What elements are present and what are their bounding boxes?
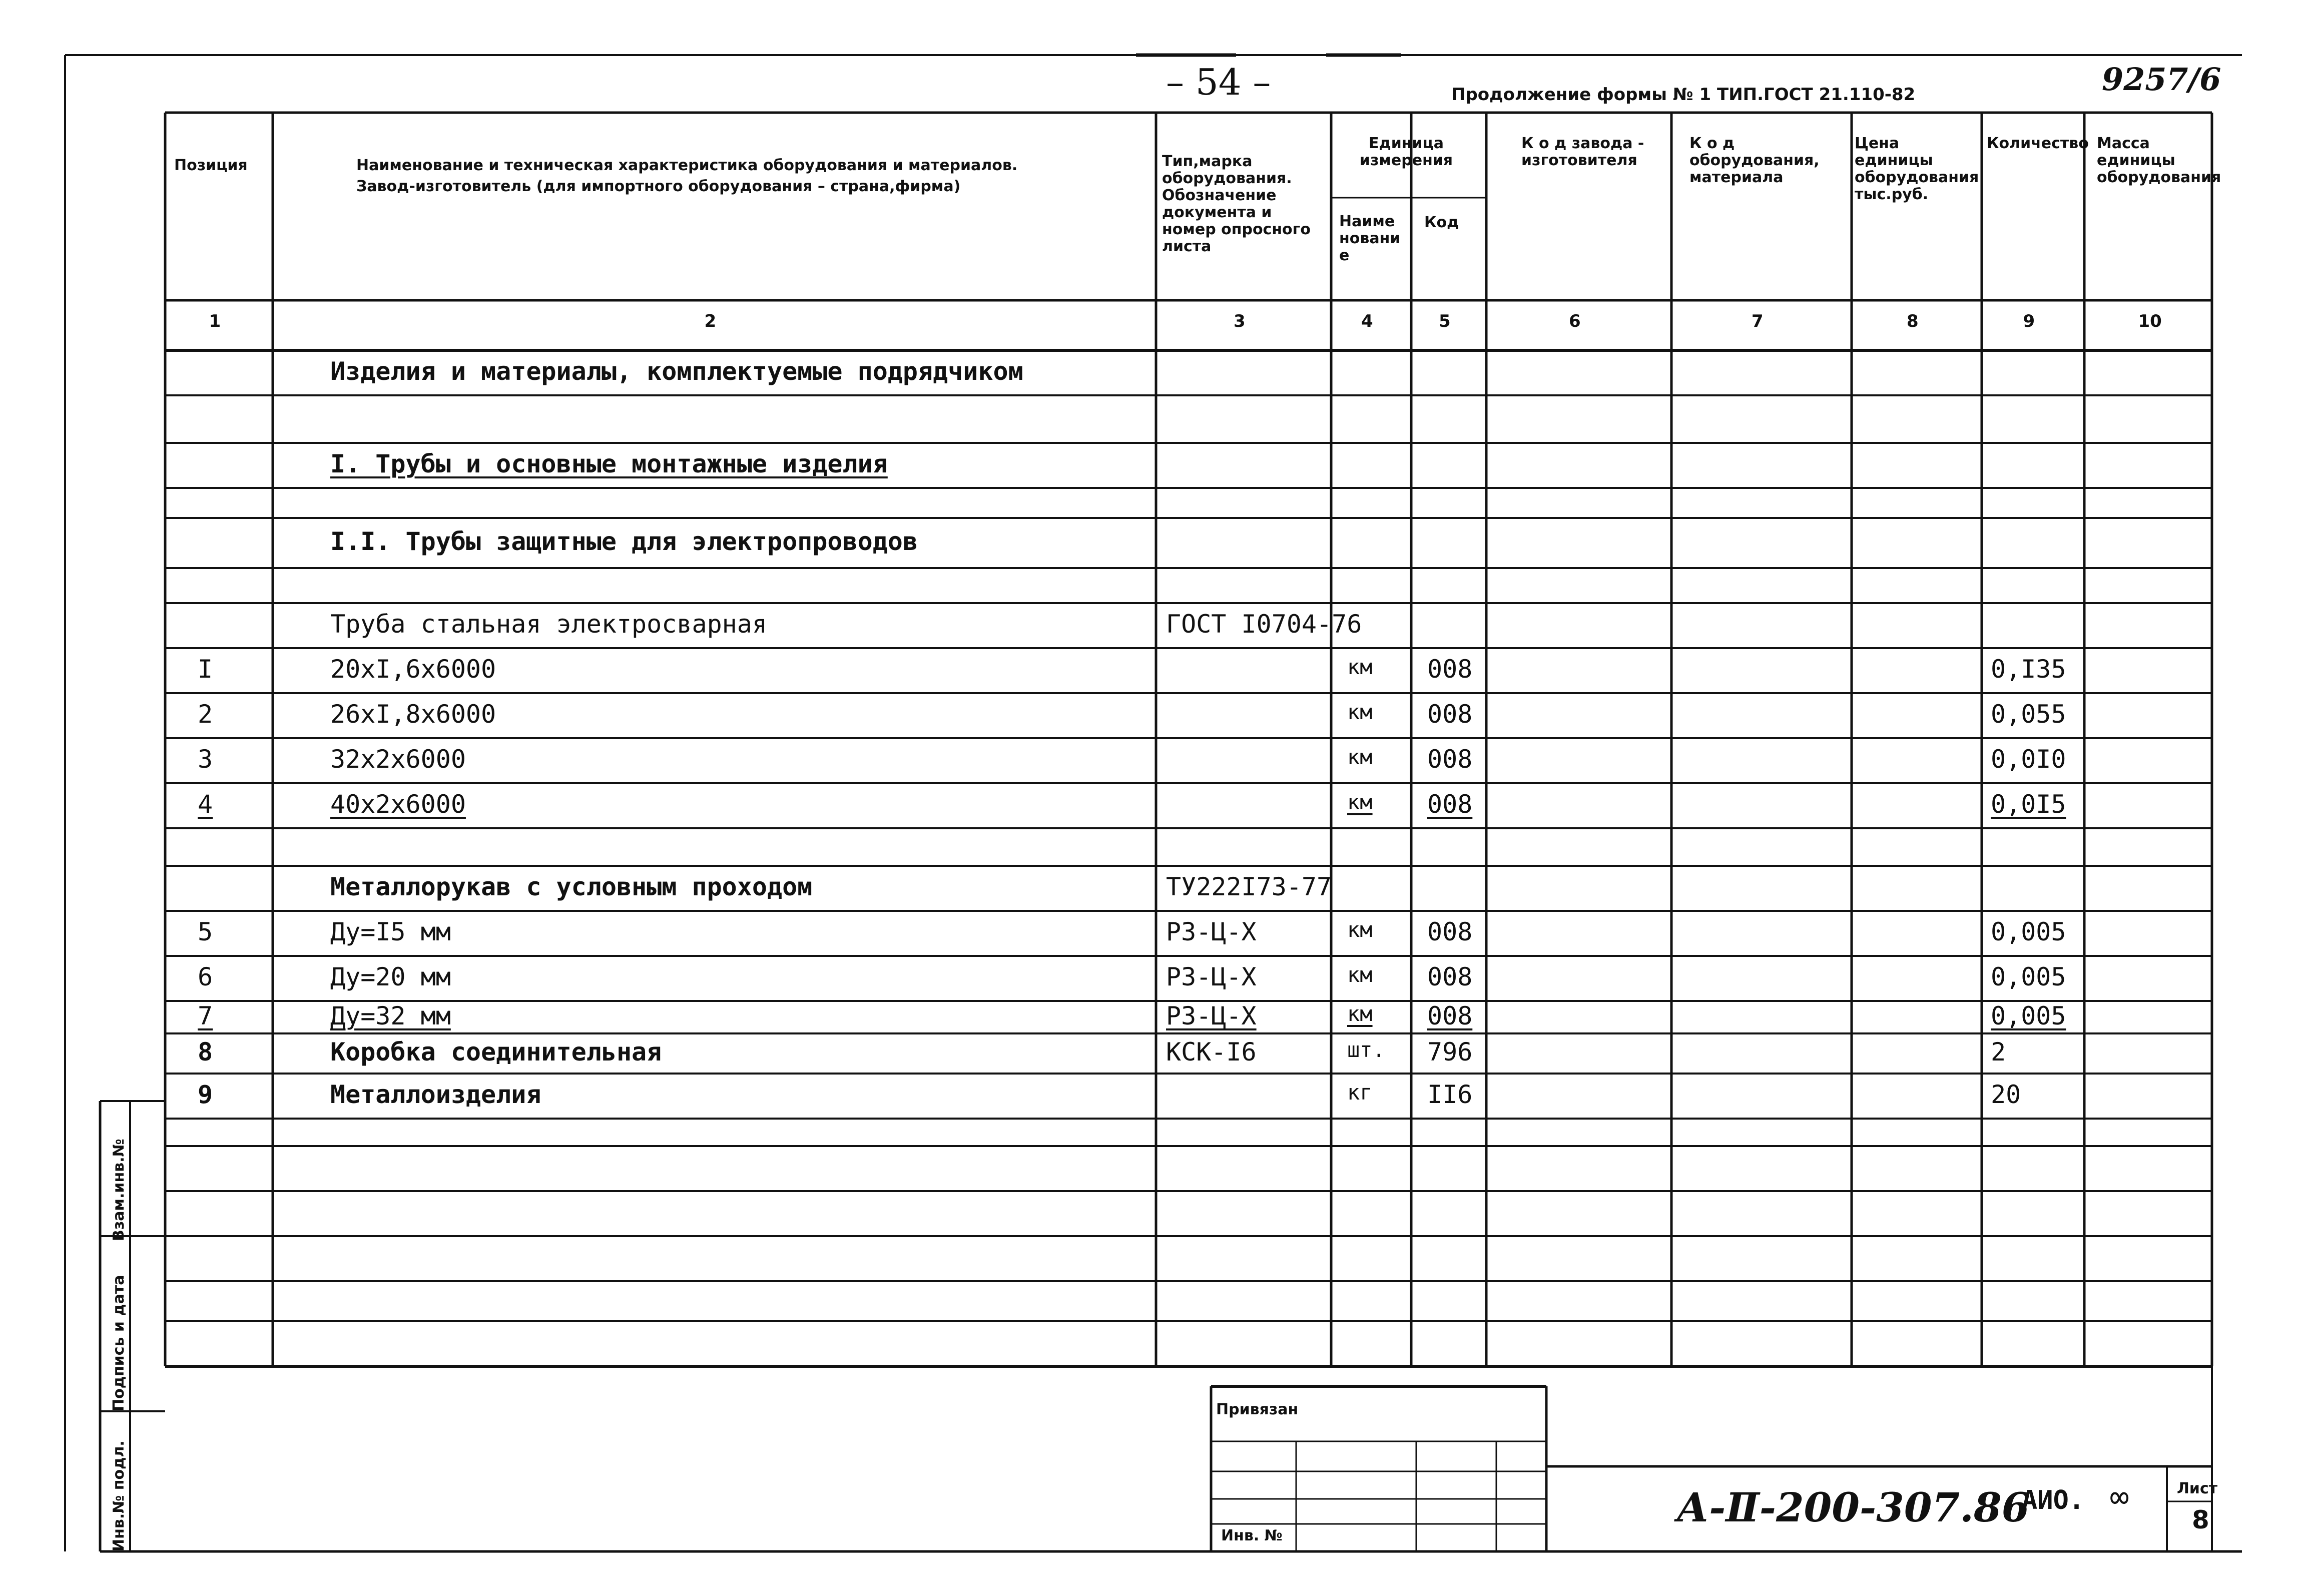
row-type: Р3-Ц-Х <box>1166 1001 1257 1030</box>
row-unit: км <box>1347 655 1373 679</box>
row-qty: 2 <box>1991 1037 2006 1067</box>
row-type: КСК-I6 <box>1166 1037 1257 1067</box>
stamp-inv-no: Инв. № <box>1221 1527 1283 1544</box>
row-name: Металлоизделия <box>330 1080 541 1109</box>
header-unit-code: Код <box>1424 214 1459 231</box>
row-type: Р3-Ц-Х <box>1166 962 1257 991</box>
archive-number: 9257/6 <box>2102 61 2221 98</box>
side-label-vzam: Взам.инв.№ <box>110 1139 128 1241</box>
column-number: 8 <box>1907 311 1919 331</box>
header-unit-name: Наименование <box>1339 213 1401 264</box>
header-unit: Единица измерения <box>1359 135 1453 169</box>
sheet-label: Лист <box>2177 1480 2218 1497</box>
row-name: Изделия и материалы, комплектуемые подрядчиком <box>330 357 1023 386</box>
row-pos: I <box>198 655 213 684</box>
column-number: 7 <box>1752 311 1764 331</box>
row-unit: км <box>1347 700 1373 724</box>
row-pos: 9 <box>198 1080 213 1109</box>
row-name: Труба стальная электросварная <box>330 610 767 639</box>
row-code: 008 <box>1427 790 1473 819</box>
row-qty: 20 <box>1991 1080 2021 1109</box>
row-pos: 3 <box>198 745 213 774</box>
row-unit: шт. <box>1347 1037 1385 1062</box>
header-position: Позиция <box>174 157 248 174</box>
row-qty: 0,I35 <box>1991 655 2066 684</box>
header-maker-code: К о д завода - изготовителя <box>1521 135 1644 169</box>
column-number: 5 <box>1439 311 1451 331</box>
header-equip-code: К о д оборудования, материала <box>1689 135 1820 186</box>
row-type: ГОСТ I0704-76 <box>1166 610 1362 639</box>
column-number: 4 <box>1361 311 1373 331</box>
row-pos: 4 <box>198 790 213 819</box>
page-number: – 54 – <box>1166 61 1271 103</box>
column-number: 2 <box>704 311 717 331</box>
document-code: А-Ⅱ-200-307.86 <box>1676 1484 2030 1531</box>
row-qty: 0,005 <box>1991 1001 2066 1030</box>
document-suffix: АИО. <box>2022 1485 2085 1515</box>
row-pos: 7 <box>198 1001 213 1030</box>
row-qty: 0,005 <box>1991 917 2066 946</box>
row-name: Ду=20 мм <box>330 962 451 991</box>
row-name: Металлорукав с условным проходом <box>330 872 813 901</box>
sheet-number: 8 <box>2192 1505 2209 1534</box>
column-number: 6 <box>1569 311 1581 331</box>
row-type: ТУ222I73-77 <box>1166 872 1332 901</box>
row-pos: 6 <box>198 962 213 991</box>
column-number: 3 <box>1234 311 1246 331</box>
row-code: II6 <box>1427 1080 1473 1109</box>
row-type: Р3-Ц-Х <box>1166 917 1257 946</box>
row-code: 008 <box>1427 962 1473 991</box>
row-unit: км <box>1347 962 1373 987</box>
row-name: I.I. Трубы защитные для электропроводов <box>330 527 918 556</box>
row-name: Ду=32 мм <box>330 1001 451 1030</box>
column-number: 1 <box>209 311 221 331</box>
column-number: 10 <box>2138 311 2162 331</box>
row-pos: 5 <box>198 917 213 946</box>
header-price: Цена единицы оборудования тыс.руб. <box>1855 135 1979 203</box>
row-code: 008 <box>1427 917 1473 946</box>
side-label-podpis: Подпись и дата <box>110 1275 128 1411</box>
row-unit: км <box>1347 745 1373 769</box>
row-name: 32х2х6000 <box>330 745 466 774</box>
row-unit: кг <box>1347 1080 1373 1105</box>
column-number: 9 <box>2023 311 2035 331</box>
row-name: Ду=I5 мм <box>330 917 451 946</box>
row-qty: 0,0I0 <box>1991 745 2066 774</box>
header-name-line2: Завод-изготовитель (для импортного оборудования – страна,фирма) <box>356 178 961 195</box>
row-name: Коробка соединительная <box>330 1037 662 1067</box>
side-label-inv-podl: Инв.№ подл. <box>110 1440 128 1551</box>
row-pos: 8 <box>198 1037 213 1067</box>
row-name: 40х2х6000 <box>330 790 466 819</box>
row-code: 796 <box>1427 1037 1473 1067</box>
row-qty: 0,0I5 <box>1991 790 2066 819</box>
header-name-line1: Наименование и техническая характеристика оборудования и материалов. <box>356 157 1018 174</box>
row-code: 008 <box>1427 700 1473 729</box>
row-name: I. Трубы и основные монтажные изделия <box>330 449 888 478</box>
row-unit: км <box>1347 1001 1373 1026</box>
row-unit: км <box>1347 917 1373 942</box>
row-qty: 0,055 <box>1991 700 2066 729</box>
row-qty: 0,005 <box>1991 962 2066 991</box>
header-quantity: Количество <box>1987 135 2089 152</box>
stamp-privyazan: Привязан <box>1216 1401 1299 1418</box>
row-code: 008 <box>1427 745 1473 774</box>
header-mass: Масса единицы оборудования <box>2097 135 2221 186</box>
row-pos: 2 <box>198 700 213 729</box>
row-code: 008 <box>1427 1001 1473 1030</box>
row-name: 20хI,6х6000 <box>330 655 496 684</box>
row-name: 26хI,8х6000 <box>330 700 496 729</box>
row-code: 008 <box>1427 655 1473 684</box>
infinity-mark: ∞ <box>2110 1479 2129 1516</box>
header-type: Тип,марка оборудования. Обозначение документа и номер опросного листа <box>1162 153 1311 255</box>
form-reference: Продолжение формы № 1 ТИП.ГОСТ 21.110-82 <box>1451 85 1916 105</box>
row-unit: км <box>1347 790 1373 814</box>
